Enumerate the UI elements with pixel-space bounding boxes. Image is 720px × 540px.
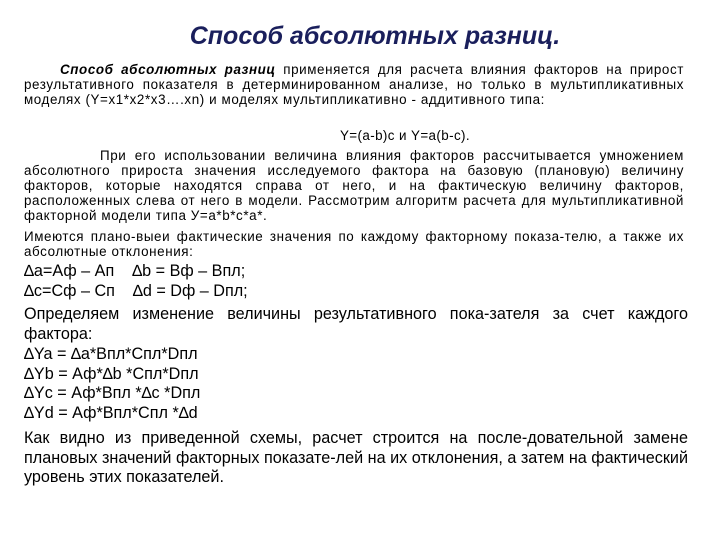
delta-b: ∆b = Вф – Впл; [132,262,246,280]
page-title: Способ абсолютных разниц. [189,22,561,50]
intro-paragraph [24,62,684,107]
deviations-intro: Имеются плано-выеи фактические значения по каждому факторному показа-телю, а также их абсолютные отклонения: [24,229,684,259]
intro-text: применяется для расчета влияния факторов на прирост результативного показателя в детерминированном анализе, но только в мультипликативных моделях (Y=x1*x2*x3….xn) и моделях мультипликативно - аддитивного типа: [24,62,685,107]
delta-a: ∆а=Аф – Ап [24,262,115,280]
delta-c: ∆с=Сф – Сп [24,281,115,300]
model-formula: Y=(a-b)c и Y=a(b-c). [339,128,471,143]
calc-ya: ∆Ya = ∆a*Впл*Спл*Dпл [24,345,198,363]
delta-d: ∆d = Dф – Dпл; [132,281,248,300]
influence-formulas [24,345,688,423]
conclusion-paragraph: Как видно из приведенной схемы, расчет строится на после-довательной замене плановых значений факторных показате-лей на их отклонения, а затем на фактический уровень этих показателей. [24,429,688,486]
calc-yb: ∆Yb = Аф*∆b *Спл*Dпл [24,364,199,383]
calc-yc: ∆Yc = Аф*Впл *∆c *Dпл [24,384,201,402]
deviation-row-1 [24,262,688,282]
deviation-formulas [24,262,688,301]
deviation-row-2 [24,282,688,302]
influence-intro: Определяем изменение величины результативного пока-зателя за счет каждого фактора: [24,305,688,343]
calc-yd: ∆Yd = Аф*Впл*Спл *∆d [24,403,198,422]
method-description: При его использовании величина влияния факторов рассчитывается умножением абсолютного прироста значения исследуемого фактора на базовую (плановую) величину факторов, которые находятся справа от него, и на фактическую величину факторов, расположенных слева от него в модели. Рассмотрим алгоритм расчета для мультипликативной факторной модели типа У=а*b*c*a*. [24,148,684,223]
method-name: Способ абсолютных разниц [60,62,276,77]
